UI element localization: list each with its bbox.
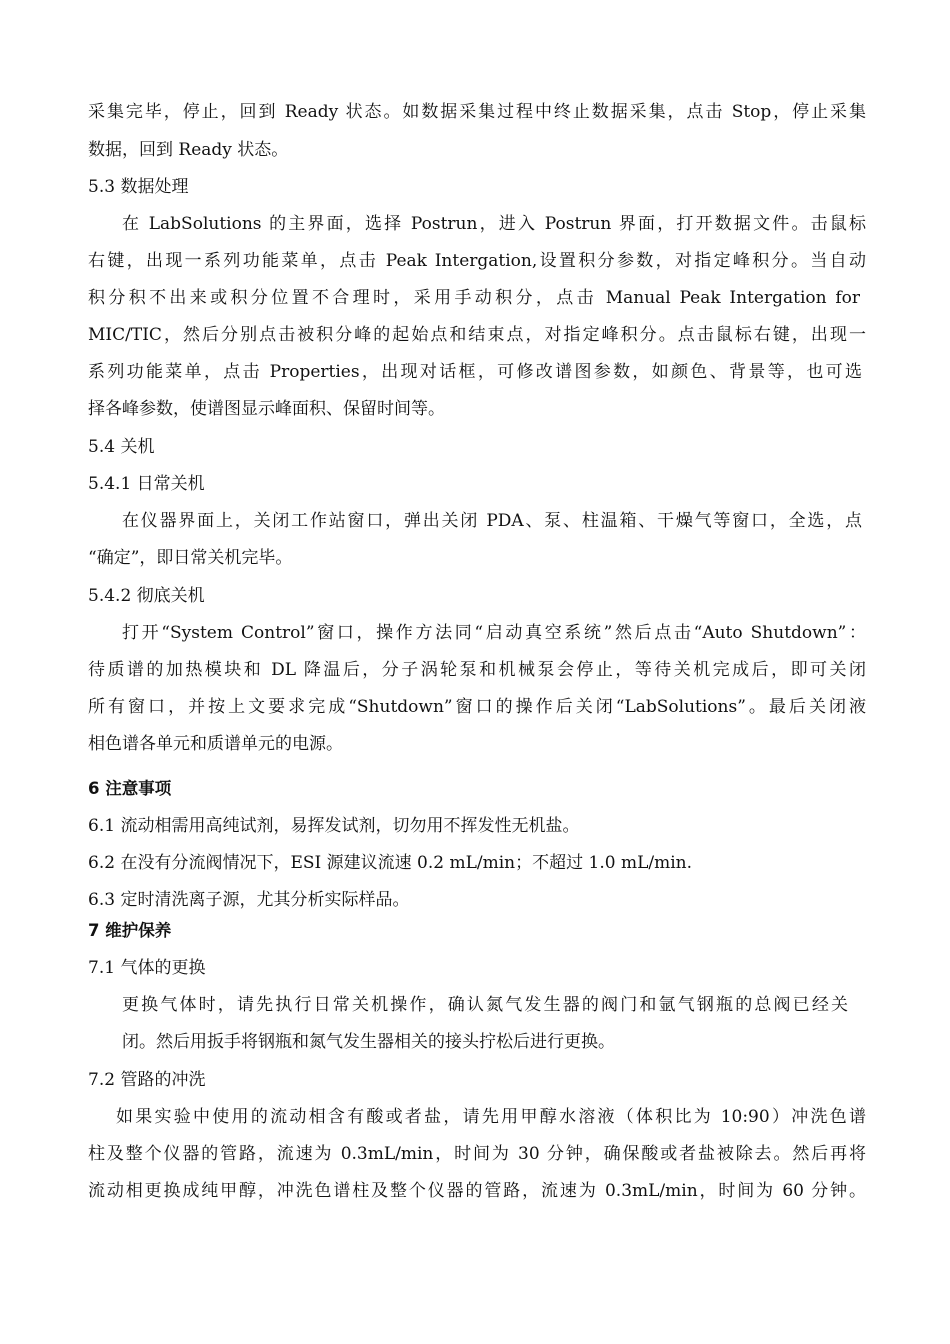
text-line: 更换气体时，请先执行日常关机操作，确认氮气发生器的阀门和氩气钢瓶的总阀已经关 [122, 995, 848, 1015]
text-line: 6.3 定时清洗离子源，尤其分析实际样品。 [88, 890, 410, 910]
section-heading: 7 维护保养 [88, 921, 172, 940]
text-line: 右键，出现一系列功能菜单，点击 Peak Intergation,设置积分参数，对指定峰积分。当自动 [88, 251, 866, 271]
text-line: 择各峰参数，使谱图显示峰面积、保留时间等。 [88, 399, 445, 419]
text-line: 所有窗口，并按上文要求完成“Shutdown”窗口的操作后关闭“LabSolutions”。最后关闭液 [88, 697, 866, 717]
text-line: 柱及整个仪器的管路，流速为 0.3mL/min，时间为 30 分钟，确保酸或者盐被除去。然后再将 [88, 1144, 866, 1164]
text-line: 系列功能菜单，点击 Properties，出现对话框，可修改谱图参数，如颜色、背景等，也可选 [88, 362, 862, 382]
text-line: 7.1 气体的更换 [88, 958, 206, 978]
section-heading: 6 注意事项 [88, 779, 172, 798]
text-line: 5.4.1 日常关机 [88, 474, 205, 494]
text-line: 5.3 数据处理 [88, 177, 189, 197]
text-line: “确定”，即日常关机完毕。 [88, 548, 293, 568]
text-line: 采集完毕，停止，回到 Ready 状态。如数据采集过程中终止数据采集，点击 Stop，停止采集 [88, 102, 866, 122]
text-line: 闭。然后用扳手将钢瓶和氮气发生器相关的接头拧松后进行更换。 [122, 1032, 615, 1052]
text-line: 6.2 在没有分流阀情况下，ESI 源建议流速 0.2 mL/min；不超过 1.0 mL/min. [88, 853, 692, 873]
text-line: 待质谱的加热模块和 DL 降温后，分子涡轮泵和机械泵会停止，等待关机完成后，即可关闭 [88, 660, 866, 680]
text-line: 在仪器界面上，关闭工作站窗口，弹出关闭 PDA、泵、柱温箱、干燥气等窗口，全选，点 [122, 511, 862, 531]
text-line: 相色谱各单元和质谱单元的电源。 [88, 734, 343, 754]
text-line: 在 LabSolutions 的主界面，选择 Postrun，进入 Postrun 界面，打开数据文件。击鼠标 [122, 214, 866, 234]
text-line: 流动相更换成纯甲醇，冲洗色谱柱及整个仪器的管路，流速为 0.3mL/min，时间为 60 分钟。 [88, 1181, 866, 1201]
text-line: 积分积不出来或积分位置不合理时，采用手动积分，点击 Manual Peak Intergation for [88, 288, 860, 308]
text-line: 7.2 管路的冲洗 [88, 1070, 206, 1090]
text-line: 数据，回到 Ready 状态。 [88, 140, 289, 160]
text-line: MIC/TIC，然后分别点击被积分峰的起始点和结束点，对指定峰积分。点击鼠标右键，出现一 [88, 325, 866, 345]
text-line: 6.1 流动相需用高纯试剂，易挥发试剂，切勿用不挥发性无机盐。 [88, 816, 580, 836]
text-line: 5.4 关机 [88, 437, 155, 457]
text-line: 打开“System Control”窗口，操作方法同“启动真空系统”然后点击“Auto Shutdown”： [122, 623, 866, 643]
text-line: 如果实验中使用的流动相含有酸或者盐，请先用甲醇水溶液（体积比为 10:90）冲洗色谱 [116, 1107, 866, 1127]
text-line: 5.4.2 彻底关机 [88, 586, 205, 606]
